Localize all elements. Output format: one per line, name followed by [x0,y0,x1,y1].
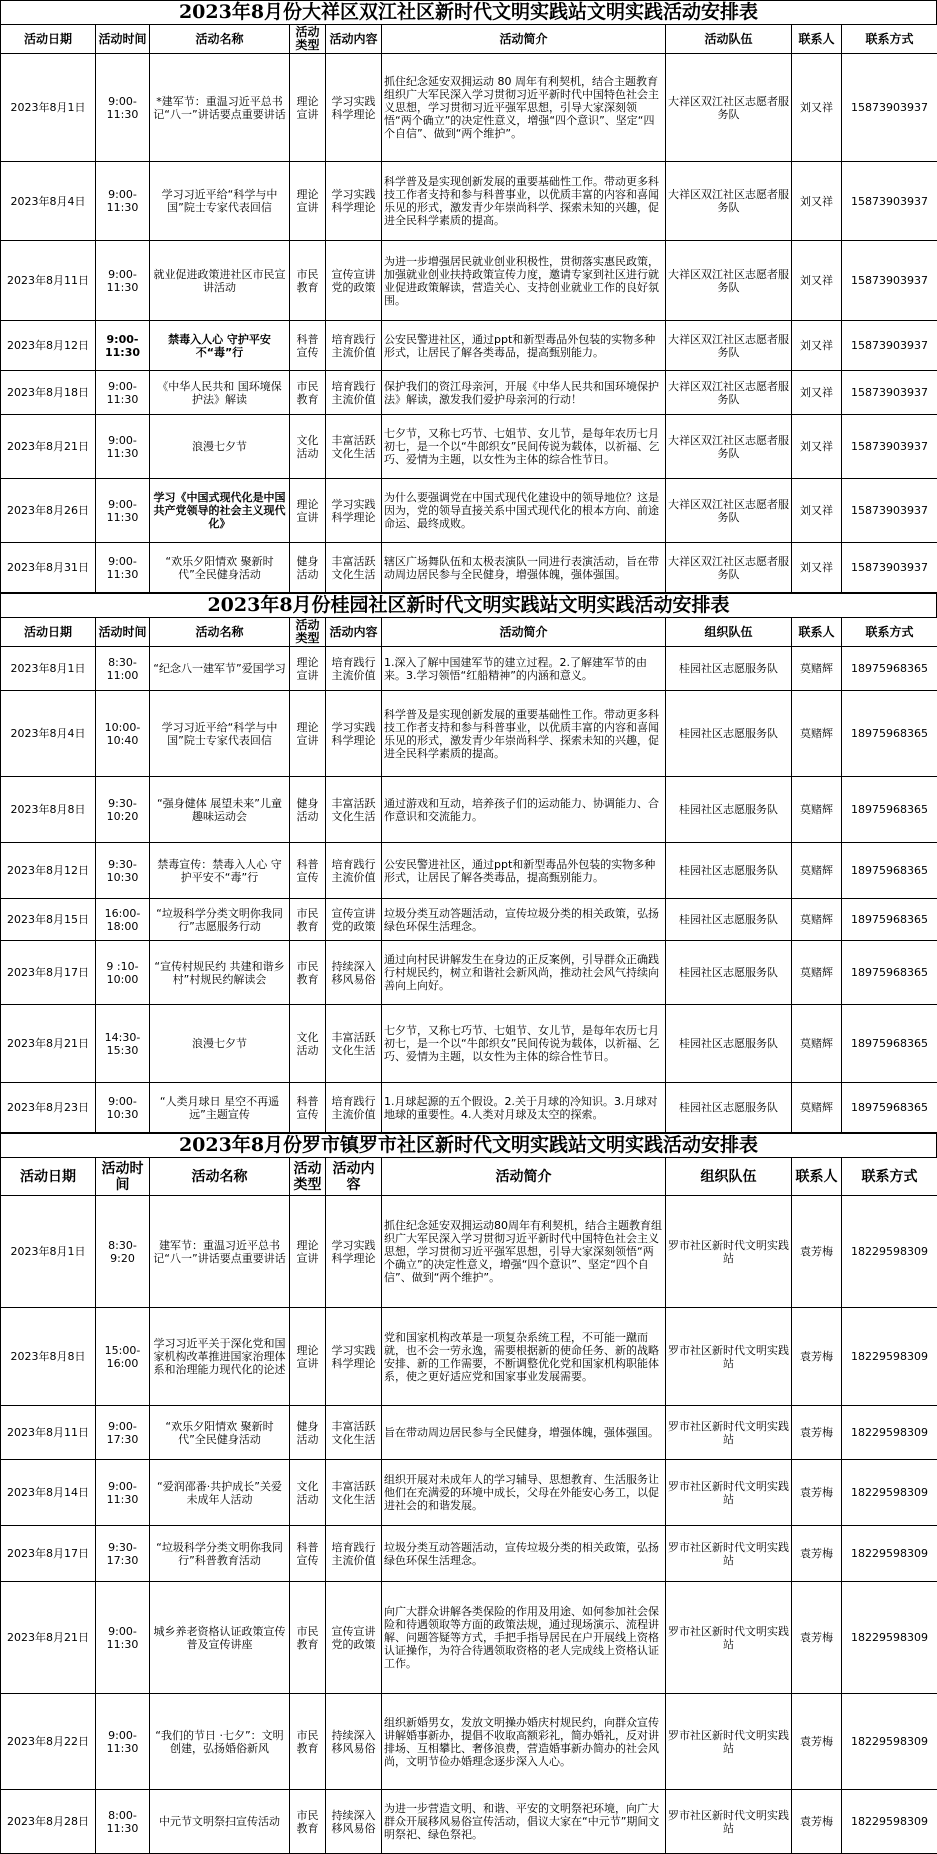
cell-contact: 袁芳梅 [792,1694,842,1790]
cell-phone: 18229598309 [842,1582,937,1694]
cell-desc: 科学普及是实现创新发展的重要基础性工作。带动更多科技工作者支持和参与科普事业，以优质丰富的内容和喜闻乐见的形式，激发青少年崇尚科学、探索未知的兴趣，促进全民科学素质的提高。 [382,162,666,241]
cell-team: 罗市社区新时代文明实践站 [666,1460,792,1526]
cell-desc: 科学普及是实现创新发展的重要基础性工作。带动更多科技工作者支持和参与科普事业，以优质丰富的内容和喜闻乐见的形式，激发青少年崇尚科学、探索未知的兴趣，促进全民科学素质的提高。 [382,691,666,777]
table-title-luoshi: 2023年8月份罗市镇罗市社区新时代文明实践站文明实践活动安排表 [0,1133,937,1157]
table-row [1,1406,937,1460]
cell-name: 建军节：重温习近平总书记“八一”讲话要点重要讲话 [150,1196,290,1308]
cell-type: 理论宣讲 [290,647,326,691]
cell-name: “人类月球日 星空不再遥远”主题宣传 [150,1083,290,1133]
cell-content: 培育践行主流价值 [326,1526,382,1582]
cell-name: “欢乐夕阳情欢 聚新时代”全民健身活动 [150,1406,290,1460]
cell-date: 2023年8月17日 [1,941,96,1005]
cell-contact: 袁芳梅 [792,1308,842,1406]
cell-content: 丰富活跃文化生活 [326,543,382,593]
cell-time: 9 :10-10:00 [96,941,150,1005]
cell-team: 大祥区双江社区志愿者服务队 [666,415,792,479]
cell-phone: 15873903937 [842,479,937,543]
cell-time: 9:00-17:30 [96,1406,150,1460]
cell-team: 桂园社区志愿服务队 [666,899,792,941]
cell-contact: 莫赌辉 [792,777,842,843]
cell-time: 8:30-9:20 [96,1196,150,1308]
header-name: 活动名称 [150,1158,290,1196]
header-content: 活动内容 [326,618,382,647]
cell-contact: 莫赌辉 [792,1083,842,1133]
cell-desc: 1.月球起源的五个假设。2.关于月球的冷知识。3.月球对地球的重要性。4.人类对月球及太空的探索。 [382,1083,666,1133]
cell-type: 健身活动 [290,777,326,843]
cell-desc: 1.深入了解中国建军节的建立过程。2.了解建军节的由来。3.学习领悟“红船精神”的内涵和意义。 [382,647,666,691]
cell-team: 大祥区双江社区志愿者服务队 [666,371,792,415]
cell-type: 文化活动 [290,1005,326,1083]
table-row [1,1005,937,1083]
cell-team: 大祥区双江社区志愿者服务队 [666,162,792,241]
cell-date: 2023年8月1日 [1,647,96,691]
cell-desc: 垃圾分类互动答题活动，宣传垃圾分类的相关政策，弘扬绿色环保生活理念。 [382,1526,666,1582]
cell-name: “强身健体 展望未来”儿童趣味运动会 [150,777,290,843]
cell-phone: 18975968365 [842,941,937,1005]
cell-name: 《中华人民共和 国环境保护法》解读 [150,371,290,415]
cell-contact: 莫赌辉 [792,941,842,1005]
cell-contact: 刘又祥 [792,543,842,593]
cell-time: 9:30-10:20 [96,777,150,843]
cell-phone: 15873903937 [842,162,937,241]
table-row [1,1694,937,1790]
cell-team: 大祥区双江社区志愿者服务队 [666,241,792,321]
cell-contact: 袁芳梅 [792,1196,842,1308]
cell-time: 8:00-11:30 [96,1790,150,1854]
cell-date: 2023年8月1日 [1,1196,96,1308]
cell-name: 学习习近平给“科学与中国”院士专家代表回信 [150,691,290,777]
cell-content: 宣传宣讲党的政策 [326,241,382,321]
cell-time: 9:00-11:30 [96,1582,150,1694]
table-row [1,777,937,843]
header-time: 活动时间 [96,25,150,54]
header-type: 活动类型 [290,25,326,54]
table-title-guiyuan: 2023年8月份桂园社区新时代文明实践站文明实践活动安排表 [0,593,937,617]
cell-time: 9:30-10:30 [96,843,150,899]
cell-desc: 抓住纪念延安双拥运动 80 周年有利契机，结合主题教育组织广大军民深入学习贯彻习近平新时代中国特色社会主义思想，学习贯彻习近平强军思想，引导大家深刻领悟“两个确立”的决定性意义，增强“四个意识”、坚定“四个自信”、做到“两个维护”。 [382,54,666,162]
cell-date: 2023年8月15日 [1,899,96,941]
header-desc: 活动简介 [382,1158,666,1196]
table-row [1,1196,937,1308]
cell-name: 学习《中国式现代化是中国共产党领导的社会主义现代化》 [150,479,290,543]
cell-content: 培育践行主流价值 [326,371,382,415]
cell-contact: 莫赌辉 [792,691,842,777]
cell-time: 10:00-10:40 [96,691,150,777]
cell-content: 持续深入移风易俗 [326,941,382,1005]
cell-date: 2023年8月21日 [1,1582,96,1694]
cell-contact: 莫赌辉 [792,1005,842,1083]
cell-content: 培育践行主流价值 [326,647,382,691]
header-date: 活动日期 [1,25,96,54]
cell-phone: 15873903937 [842,321,937,371]
cell-contact: 袁芳梅 [792,1582,842,1694]
cell-phone: 18229598309 [842,1526,937,1582]
cell-desc: 公安民警进社区，通过ppt和新型毒品外包装的实物多种形式，让居民了解各类毒品，提高甄别能力。 [382,321,666,371]
cell-type: 市民教育 [290,241,326,321]
cell-type: 健身活动 [290,1406,326,1460]
cell-time: 9:00-11:30 [96,1694,150,1790]
cell-content: 学习实践科学理论 [326,162,382,241]
cell-team: 桂园社区志愿服务队 [666,691,792,777]
table-row [1,543,937,593]
cell-phone: 18229598309 [842,1460,937,1526]
header-name: 活动名称 [150,25,290,54]
table-row [1,691,937,777]
cell-date: 2023年8月11日 [1,241,96,321]
cell-name: 就业促进政策进社区市民宣讲活动 [150,241,290,321]
header-time: 活动时间 [96,1158,150,1196]
cell-type: 理论宣讲 [290,1308,326,1406]
cell-desc: 公安民警进社区，通过ppt和新型毒品外包装的实物多种形式，让居民了解各类毒品，提高甄别能力。 [382,843,666,899]
cell-content: 宣传宣讲党的政策 [326,899,382,941]
cell-desc: 组织新婚男女，发放文明操办婚庆村规民约，向群众宣传讲解婚事新办，提倡不收取高额彩礼，简办婚礼，反对讲排场、互相攀比、奢侈浪费，营造婚事新办简办的社会风尚，文明节俭办婚理念逐步深入人心。 [382,1694,666,1790]
cell-content: 学习实践科学理论 [326,479,382,543]
table-row [1,647,937,691]
cell-time: 9:00-11:30 [96,1460,150,1526]
cell-name: “垃圾科学分类文明你我同行”科普教育活动 [150,1526,290,1582]
header-phone: 联系方式 [842,25,937,54]
schedule-table-luoshi [0,1157,937,1854]
table-row [1,899,937,941]
cell-name: “欢乐夕阳情欢 聚新时代”全民健身活动 [150,543,290,593]
cell-phone: 18229598309 [842,1406,937,1460]
cell-content: 丰富活跃文化生活 [326,1406,382,1460]
cell-contact: 莫赌辉 [792,647,842,691]
cell-date: 2023年8月21日 [1,1005,96,1083]
cell-date: 2023年8月14日 [1,1460,96,1526]
header-name: 活动名称 [150,618,290,647]
table-row [1,371,937,415]
cell-phone: 18229598309 [842,1694,937,1790]
cell-team: 罗市社区新时代文明实践站 [666,1694,792,1790]
cell-type: 市民教育 [290,899,326,941]
cell-phone: 18975968365 [842,691,937,777]
schedule-table-shuangjiang [0,24,937,593]
cell-name: 学习习近平给“科学与中国”院士专家代表回信 [150,162,290,241]
cell-contact: 莫赌辉 [792,843,842,899]
cell-desc: 垃圾分类互动答题活动，宣传垃圾分类的相关政策，弘扬绿色环保生活理念。 [382,899,666,941]
header-desc: 活动简介 [382,25,666,54]
cell-time: 16:00-18:00 [96,899,150,941]
cell-phone: 18975968365 [842,843,937,899]
cell-contact: 刘又祥 [792,321,842,371]
cell-date: 2023年8月18日 [1,371,96,415]
cell-name: 中元节文明祭扫宣传活动 [150,1790,290,1854]
cell-desc: 党和国家机构改革是一项复杂系统工程，不可能一蹴而就，也不会一劳永逸，需要根据新的使命任务、新的战略安排、新的工作需要，不断调整优化党和国家机构职能体系，使之更好适应党和国家事业发展需要。 [382,1308,666,1406]
cell-type: 理论宣讲 [290,691,326,777]
cell-content: 丰富活跃文化生活 [326,1460,382,1526]
cell-type: 文化活动 [290,1460,326,1526]
cell-name: “我们的节日 ·七夕”：文明创建，弘扬婚俗新风 [150,1694,290,1790]
cell-content: 丰富活跃文化生活 [326,777,382,843]
cell-time: 15:00-16:00 [96,1308,150,1406]
cell-date: 2023年8月17日 [1,1526,96,1582]
cell-time: 9:00-11:30 [96,162,150,241]
cell-type: 市民教育 [290,941,326,1005]
cell-content: 宣传宣讲党的政策 [326,1582,382,1694]
cell-type: 科普宣传 [290,843,326,899]
cell-desc: 保护我们的资江母亲河，开展《中华人民共和国环境保护法》解读，激发我们爱护母亲河的行动！ [382,371,666,415]
cell-type: 文化活动 [290,415,326,479]
cell-contact: 袁芳梅 [792,1460,842,1526]
cell-phone: 18229598309 [842,1790,937,1854]
cell-team: 桂园社区志愿服务队 [666,941,792,1005]
cell-name: “垃圾科学分类文明你我同行”志愿服务行动 [150,899,290,941]
cell-type: 理论宣讲 [290,162,326,241]
cell-date: 2023年8月23日 [1,1083,96,1133]
cell-name: 禁毒宣传：禁毒入人心 守护平安不“毒”行 [150,843,290,899]
cell-content: 丰富活跃文化生活 [326,1005,382,1083]
cell-name: 禁毒入人心 守护平安不“毒”行 [150,321,290,371]
header-row [1,618,937,647]
cell-content: 培育践行主流价值 [326,1083,382,1133]
cell-time: 14:30-15:30 [96,1005,150,1083]
cell-date: 2023年8月28日 [1,1790,96,1854]
cell-name: 浪漫七夕节 [150,1005,290,1083]
header-desc: 活动简介 [382,618,666,647]
cell-time: 9:00-11:30 [96,371,150,415]
table-row [1,479,937,543]
cell-contact: 刘又祥 [792,479,842,543]
cell-content: 持续深入移风易俗 [326,1694,382,1790]
cell-team: 罗市社区新时代文明实践站 [666,1582,792,1694]
cell-desc: 辖区广场舞队伍和太极表演队一同进行表演活动，旨在带动周边居民参与全民健身，增强体魄，强体强国。 [382,543,666,593]
header-contact: 联系人 [792,25,842,54]
table-row [1,321,937,371]
cell-team: 罗市社区新时代文明实践站 [666,1196,792,1308]
header-contact: 联系人 [792,1158,842,1196]
cell-team: 大祥区双江社区志愿者服务队 [666,54,792,162]
cell-date: 2023年8月21日 [1,415,96,479]
cell-phone: 15873903937 [842,415,937,479]
cell-time: 9:00-11:30 [96,479,150,543]
cell-content: 学习实践科学理论 [326,54,382,162]
cell-date: 2023年8月31日 [1,543,96,593]
table-row [1,54,937,162]
cell-content: 培育践行主流价值 [326,843,382,899]
cell-contact: 莫赌辉 [792,899,842,941]
header-team: 组织队伍 [666,1158,792,1196]
cell-phone: 18975968365 [842,1083,937,1133]
header-type: 活动类型 [290,1158,326,1196]
cell-phone: 15873903937 [842,371,937,415]
cell-name: *建军节：重温习近平总书记“八一”讲话要点重要讲话 [150,54,290,162]
cell-team: 桂园社区志愿服务队 [666,647,792,691]
cell-type: 科普宣传 [290,1526,326,1582]
cell-phone: 18975968365 [842,647,937,691]
cell-phone: 18975968365 [842,899,937,941]
cell-contact: 袁芳梅 [792,1406,842,1460]
table-row [1,162,937,241]
cell-team: 桂园社区志愿服务队 [666,777,792,843]
cell-desc: 为什么要强调党在中国式现代化建设中的领导地位？这是因为，党的领导直接关系中国式现代化的根本方向、前途命运、最终成败。 [382,479,666,543]
cell-content: 学习实践科学理论 [326,1196,382,1308]
header-date: 活动日期 [1,618,96,647]
header-date: 活动日期 [1,1158,96,1196]
cell-time: 9:00-11:30 [96,415,150,479]
cell-date: 2023年8月12日 [1,843,96,899]
cell-name: 城乡养老资格认证政策宣传普及宣传讲座 [150,1582,290,1694]
cell-type: 市民教育 [290,1582,326,1694]
cell-date: 2023年8月8日 [1,777,96,843]
cell-date: 2023年8月4日 [1,162,96,241]
cell-time: 9:00-10:30 [96,1083,150,1133]
header-content: 活动内容 [326,1158,382,1196]
cell-team: 大祥区双江社区志愿者服务队 [666,479,792,543]
cell-name: 学习习近平关于深化党和国家机构改革推进国家治理体系和治理能力现代化的论述 [150,1308,290,1406]
header-phone: 联系方式 [842,1158,937,1196]
cell-desc: 旨在带动周边居民参与全民健身，增强体魄，强体强国。 [382,1406,666,1460]
table-title-shuangjiang: 2023年8月份大祥区双江社区新时代文明实践站文明实践活动安排表 [0,0,937,24]
cell-date: 2023年8月12日 [1,321,96,371]
cell-contact: 刘又祥 [792,415,842,479]
cell-contact: 刘又祥 [792,241,842,321]
cell-desc: 七夕节，又称七巧节、七姐节、女儿节，是每年农历七月初七，是一个以“牛郎织女”民间传说为载体，以祈福、乞巧、爱情为主题，以女性为主体的综合性节日。 [382,1005,666,1083]
header-contact: 联系人 [792,618,842,647]
cell-phone: 18229598309 [842,1308,937,1406]
cell-contact: 袁芳梅 [792,1526,842,1582]
header-time: 活动时间 [96,618,150,647]
cell-date: 2023年8月8日 [1,1308,96,1406]
table-row [1,415,937,479]
cell-time: 9:00-11:30 [96,321,150,371]
cell-contact: 刘又祥 [792,54,842,162]
cell-desc: 为进一步增强居民就业创业积极性，贯彻落实惠民政策，加强就业创业扶持政策宣传力度，邀请专家到社区进行就业促进政策解读，营造关心、支持创业就业工作的良好氛围。 [382,241,666,321]
schedule-table-guiyuan [0,617,937,1133]
cell-name: “爱润邵番·共护成长”关爱未成年人活动 [150,1460,290,1526]
cell-name: “纪念八一建军节”爱国学习 [150,647,290,691]
table-row [1,1582,937,1694]
cell-desc: 七夕节，又称七巧节、七姐节、女儿节，是每年农历七月初七，是一个以“牛郎织女”民间传说为载体，以祈福、乞巧、爱情为主题，以女性为主体的综合性节日。 [382,415,666,479]
cell-content: 培育践行主流价值 [326,321,382,371]
cell-team: 罗市社区新时代文明实践站 [666,1406,792,1460]
cell-desc: 为进一步营造文明、和谐、平安的文明祭祀环境，向广大群众开展移风易俗宣传活动，倡议大家在“中元节”期间文明祭祀、绿色祭祀。 [382,1790,666,1854]
cell-time: 9:00-11:30 [96,241,150,321]
cell-phone: 18229598309 [842,1196,937,1308]
cell-phone: 15873903937 [842,241,937,321]
table-row [1,941,937,1005]
header-content: 活动内容 [326,25,382,54]
header-type: 活动类型 [290,618,326,647]
cell-time: 9:00-11:30 [96,54,150,162]
header-team: 组织队伍 [666,618,792,647]
cell-team: 大祥区双江社区志愿者服务队 [666,321,792,371]
cell-time: 9:00-11:30 [96,543,150,593]
cell-type: 市民教育 [290,1694,326,1790]
table-row [1,1790,937,1854]
cell-date: 2023年8月26日 [1,479,96,543]
cell-date: 2023年8月11日 [1,1406,96,1460]
header-phone: 联系方式 [842,618,937,647]
cell-date: 2023年8月4日 [1,691,96,777]
cell-content: 学习实践科学理论 [326,1308,382,1406]
cell-type: 科普宣传 [290,321,326,371]
cell-phone: 15873903937 [842,543,937,593]
cell-contact: 袁芳梅 [792,1790,842,1854]
table-row [1,241,937,321]
cell-desc: 通过向村民讲解发生在身边的正反案例，引导群众正确践行村规民约，树立和谐社会新风尚，推动社会风气持续向善向上向好。 [382,941,666,1005]
header-row [1,25,937,54]
cell-team: 桂园社区志愿服务队 [666,843,792,899]
cell-content: 丰富活跃文化生活 [326,415,382,479]
header-row [1,1158,937,1196]
cell-content: 学习实践科学理论 [326,691,382,777]
cell-team: 桂园社区志愿服务队 [666,1083,792,1133]
cell-desc: 向广大群众讲解各类保险的作用及用途、如何参加社会保险和待遇领取等方面的政策法规，通过现场演示、流程讲解、问题答疑等方式，手把手指导居民在户开展线上资格认证操作，为符合待遇领取资格的老人完成线上资格认证工作。 [382,1582,666,1694]
cell-name: 浪漫七夕节 [150,415,290,479]
cell-contact: 刘又祥 [792,162,842,241]
cell-desc: 抓住纪念延安双拥运动80周年有利契机，结合主题教育组织广大军民深入学习贯彻习近平新时代中国特色社会主义思想，学习贯彻习近平强军思想，引导大家深刻领悟“两个确立”的决定性意义，增强“四个意识”、坚定“四个自信”、做到“两个维护”。 [382,1196,666,1308]
cell-desc: 组织开展对未成年人的学习辅导、思想教育、生活服务让他们在充满爱的环境中成长，父母在外能安心务工，以促进社会的和谐发展。 [382,1460,666,1526]
cell-content: 持续深入移风易俗 [326,1790,382,1854]
table-row [1,1526,937,1582]
cell-team: 罗市社区新时代文明实践站 [666,1526,792,1582]
cell-phone: 18975968365 [842,777,937,843]
cell-type: 理论宣讲 [290,479,326,543]
cell-team: 罗市社区新时代文明实践站 [666,1790,792,1854]
cell-type: 健身活动 [290,543,326,593]
table-row [1,1460,937,1526]
cell-type: 市民教育 [290,371,326,415]
cell-team: 罗市社区新时代文明实践站 [666,1308,792,1406]
table-row [1,1308,937,1406]
cell-name: “宣传村规民约 共建和谐乡村”村规民约解读会 [150,941,290,1005]
cell-date: 2023年8月1日 [1,54,96,162]
cell-team: 大祥区双江社区志愿者服务队 [666,543,792,593]
cell-phone: 15873903937 [842,54,937,162]
cell-contact: 刘又祥 [792,371,842,415]
cell-team: 桂园社区志愿服务队 [666,1005,792,1083]
cell-time: 8:30-11:00 [96,647,150,691]
cell-time: 9:30-17:30 [96,1526,150,1582]
cell-phone: 18975968365 [842,1005,937,1083]
cell-type: 科普宣传 [290,1083,326,1133]
cell-type: 市民教育 [290,1790,326,1854]
table-row [1,1083,937,1133]
cell-desc: 通过游戏和互动，培养孩子们的运动能力、协调能力、合作意识和交流能力。 [382,777,666,843]
cell-type: 理论宣讲 [290,54,326,162]
header-team: 活动队伍 [666,25,792,54]
cell-date: 2023年8月22日 [1,1694,96,1790]
table-row [1,843,937,899]
cell-type: 理论宣讲 [290,1196,326,1308]
